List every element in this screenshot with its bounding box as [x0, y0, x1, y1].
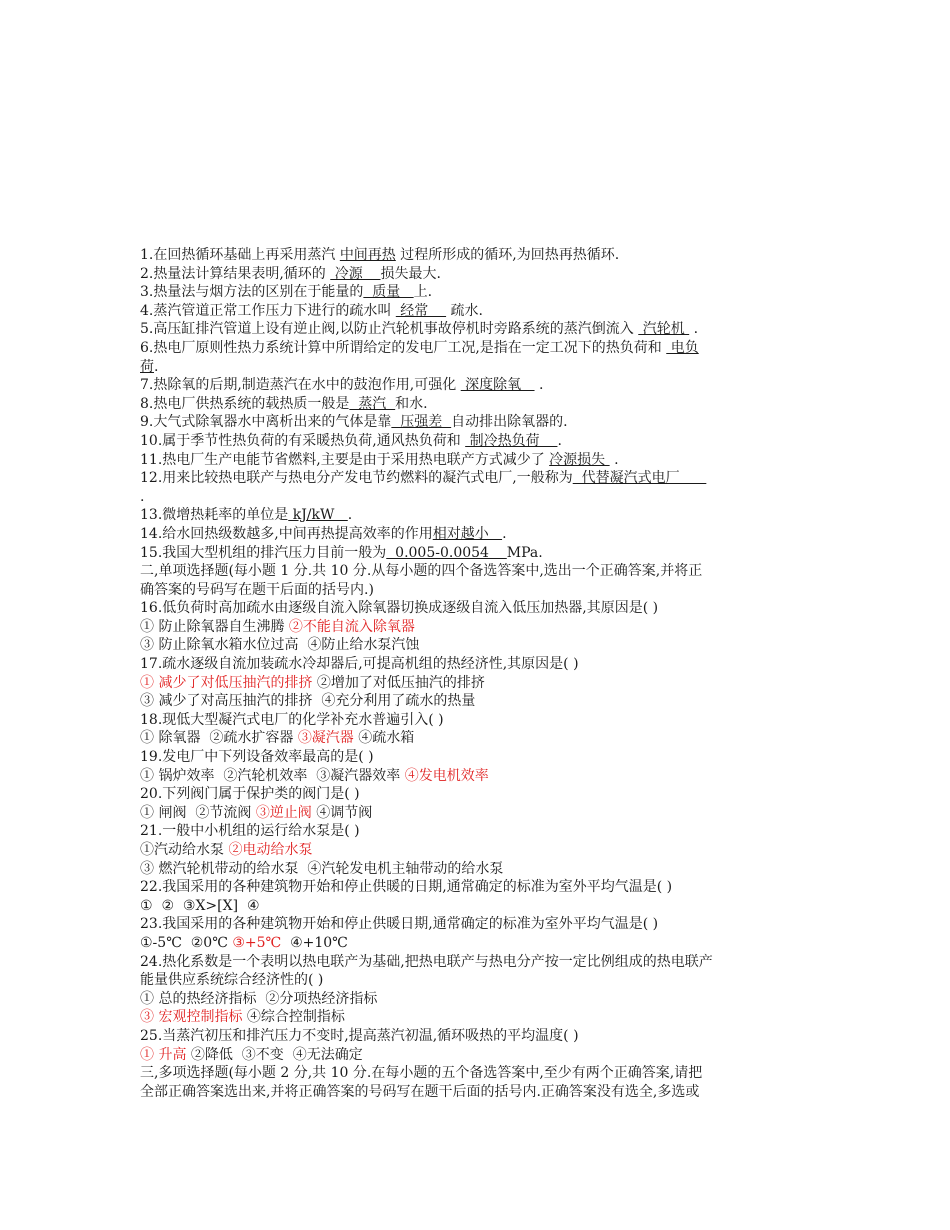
- question-text: .: [609, 451, 619, 468]
- answer-text: 深度除氧: [460, 377, 535, 394]
- question-text: 微增热耗率的单位是: [162, 507, 289, 524]
- question-text: 热电厂生产电能节省燃料,主要是由于采用热电联产方式减少了: [162, 451, 550, 468]
- fill-in-blank-section: [140, 246, 840, 562]
- question-text: 自动排出除氧器的.: [451, 414, 568, 431]
- mc-question: [140, 1027, 840, 1064]
- question-stem: 21.一般中小机组的运行给水泵是( ): [140, 823, 360, 840]
- option-text: ②降低 ③不变 ④无法确定: [186, 1046, 363, 1063]
- option-text: ③ 减少了对高压抽汽的排挤 ④充分利用了疏水的热量: [140, 693, 476, 710]
- answer-text: 冷源: [330, 265, 381, 282]
- question-text: 大气式除氧器水中离析出来的气体是靠: [153, 414, 392, 431]
- question-line: [140, 265, 840, 284]
- question-text: 我国大型机组的排汽压力目前一般为: [162, 544, 387, 561]
- mc-question: [140, 878, 840, 915]
- heading-line: 二,单项选择题(每小题 1 分.共 10 分.从每小题的四个备选答案中,选出一个正确答案,并将正: [140, 563, 703, 580]
- question-line: [140, 339, 840, 358]
- question-text: 过程所形成的循环,为回热再热循环.: [395, 247, 620, 263]
- options-row: [140, 897, 840, 916]
- question-text: 疏水.: [446, 302, 483, 319]
- question-text: 热量法计算结果表明,循环的: [153, 265, 331, 282]
- question-number: 12.: [140, 470, 163, 487]
- question-text: .: [557, 432, 562, 449]
- options-row: [140, 841, 840, 860]
- question-stem: 24.热化系数是一个表明以热电联产为基础,把热电联产与热电分产按一定比例组成的热电联产: [140, 953, 713, 970]
- mc-question: [140, 785, 840, 822]
- question-stem: 17.疏水逐级自流加装疏水冷却器后,可提高机组的热经济性,其原因是( ): [140, 656, 579, 673]
- document-body: [140, 246, 840, 1101]
- answer-text: 0.005-0.0054: [386, 544, 507, 561]
- question-text: .: [154, 358, 159, 375]
- question-text: 给水回热级数越多,中间再热提高效率的作用: [162, 525, 433, 542]
- question-stem: 19.发电厂中下列设备效率最高的是( ): [140, 749, 374, 766]
- option-text: ① ② ③X>[X] ④: [140, 897, 260, 914]
- question-line: [140, 413, 840, 432]
- multiple-choice-section: [140, 599, 840, 1064]
- option-text: ① 锅炉效率 ②汽轮机效率 ③凝汽器效率: [140, 767, 405, 784]
- option-text: ④调节阀: [311, 804, 373, 821]
- mc-question: [140, 748, 840, 785]
- answer-text: 制冷热负荷: [465, 432, 558, 449]
- answer-text: 相对越小: [432, 525, 503, 542]
- option-text: ②增加了对低压抽汽的排挤: [312, 674, 485, 691]
- option-text: ① 除氧器 ②疏水扩容器: [140, 730, 298, 747]
- options-row: [140, 692, 840, 711]
- mc-question: [140, 655, 840, 711]
- question-stem: 22.我国采用的各种建筑物开始和停止供暖的日期,通常确定的标准为室外平均气温是( ): [140, 879, 673, 896]
- question-line: [140, 451, 840, 470]
- correct-option: ③凝汽器: [297, 730, 354, 747]
- question-text: 在回热循环基础上再采用蒸汽: [153, 247, 340, 263]
- option-text: ① 闸阀 ②节流阀: [140, 804, 256, 821]
- correct-option: ① 升高: [140, 1046, 187, 1063]
- mc-question: [140, 915, 840, 952]
- question-text: 高压缸排汽管道上设有逆止阀,以防止汽轮机事故停机时旁路系统的蒸汽倒流入: [153, 321, 639, 338]
- question-text: .: [689, 321, 699, 338]
- options-row: [140, 1046, 840, 1065]
- section-2-heading: [140, 562, 840, 599]
- answer-text: 荷: [140, 358, 154, 375]
- answer-text: 电负: [666, 339, 699, 356]
- question-line: [140, 246, 840, 265]
- question-number: 4.: [140, 302, 154, 319]
- question-number: 13.: [140, 507, 163, 524]
- option-text: ④疏水箱: [353, 730, 415, 747]
- option-text: ③ 防止除氧水箱水位过高 ④防止给水泵汽蚀: [140, 637, 420, 654]
- answer-text: 汽轮机: [638, 321, 690, 338]
- question-number: 14.: [140, 525, 163, 542]
- options-row: [140, 1008, 840, 1027]
- question-text: .: [502, 525, 507, 542]
- heading-line: 三,多项选择题(每小题 2 分,共 10 分.在每小题的五个备选答案中,至少有两个正确答案,请把: [140, 1065, 703, 1082]
- question-line: [140, 302, 840, 321]
- answer-text: 冷源损失: [549, 451, 610, 468]
- question-number: 6.: [140, 339, 154, 356]
- options-row: [140, 990, 840, 1009]
- question-number: 8.: [140, 395, 154, 412]
- question-number: 7.: [140, 377, 154, 394]
- correct-option: ④发电机效率: [404, 767, 489, 784]
- options-row: [140, 934, 840, 953]
- option-text: ④综合控制指标: [242, 1009, 345, 1026]
- mc-question: [140, 953, 840, 1027]
- question-text: .: [347, 507, 353, 524]
- question-number: 10.: [140, 432, 163, 449]
- options-row: [140, 804, 840, 823]
- question-line: [140, 544, 840, 563]
- question-number: 3.: [140, 284, 154, 301]
- answer-text: 中间再热: [339, 247, 396, 263]
- question-number: 2.: [140, 265, 154, 282]
- question-text: 上.: [413, 284, 433, 301]
- question-line: [140, 283, 840, 302]
- question-line: [140, 506, 840, 525]
- question-stem: 18.现低大型凝汽式电厂的化学补充水普遍引入( ): [140, 711, 444, 728]
- question-number: 11.: [140, 451, 163, 468]
- question-line: [140, 358, 840, 377]
- option-text: ①-5℃ ②0℃: [140, 934, 233, 951]
- question-line: [140, 395, 840, 414]
- question-number: 9.: [140, 414, 154, 431]
- answer-text: 压强差: [391, 414, 452, 431]
- option-text: ① 总的热经济指标 ②分项热经济指标: [140, 990, 378, 1007]
- options-row: [140, 860, 840, 879]
- options-row: [140, 636, 840, 655]
- mc-question: [140, 822, 840, 878]
- correct-option: ③+5℃: [232, 934, 282, 951]
- question-text: 和水.: [395, 395, 428, 412]
- correct-option: ③ 宏观控制指标: [140, 1009, 243, 1026]
- mc-question: [140, 599, 840, 655]
- question-line: [140, 320, 840, 339]
- option-text: ③ 燃汽轮机带动的给水泵 ④汽轮发电机主轴带动的给水泵: [140, 860, 504, 877]
- answer-text: 经常: [395, 302, 447, 319]
- correct-option: ②不能自流入除氧器: [288, 618, 415, 635]
- question-text: .: [140, 488, 145, 505]
- question-line: [140, 432, 840, 451]
- question-line: [140, 469, 840, 488]
- question-text: 热电厂原则性热力系统计算中所谓给定的发电厂工况,是指在一定工况下的热负荷和: [153, 339, 667, 356]
- answer-text: 蒸汽: [349, 395, 396, 412]
- heading-line: 全部正确答案选出来,并将正确答案的号码写在题干后面的括号内.正确答案没有选全,多选或: [140, 1083, 700, 1100]
- question-stem: 25.当蒸汽初压和排汽压力不变时,提高蒸汽初温,循环吸热的平均温度( ): [140, 1027, 579, 1044]
- question-stem: 能量供应系统综合经济性的( ): [140, 972, 324, 989]
- options-row: [140, 618, 840, 637]
- question-number: 5.: [140, 321, 154, 338]
- option-text: ① 防止除氧器自生沸腾: [140, 618, 289, 635]
- question-text: 热量法与烟方法的区别在于能量的: [153, 284, 364, 301]
- answer-text: 质量: [363, 284, 414, 301]
- correct-option: ① 减少了对低压抽汽的排挤: [140, 674, 313, 691]
- question-line: [140, 525, 840, 544]
- question-line: [140, 488, 840, 507]
- question-stem: 23.我国采用的各种建筑物开始和停止供暖日期,通常确定的标准为室外平均气温是( ): [140, 916, 659, 933]
- mc-question: [140, 711, 840, 748]
- heading-line: 确答案的号码写在题干后面的括号内.): [140, 581, 374, 598]
- correct-option: ③逆止阀: [255, 804, 312, 821]
- question-stem: 16.低负荷时高加疏水由逐级自流入除氧器切换成逐级自流入低压加热器,其原因是( ): [140, 600, 659, 617]
- question-text: 损失最大.: [380, 265, 441, 282]
- question-text: 蒸汽管道正常工作压力下进行的疏水叫: [153, 302, 396, 319]
- question-stem: 20.下列阀门属于保护类的阀门是( ): [140, 786, 360, 803]
- answer-text: kJ/kW: [288, 507, 348, 524]
- question-number: 15.: [140, 544, 163, 561]
- question-line: [140, 376, 840, 395]
- question-text: 属于季节性热负荷的有采暖热负荷,通风热负荷和: [162, 432, 466, 449]
- section-3-heading: [140, 1064, 840, 1101]
- question-text: MPa.: [506, 544, 543, 561]
- question-number: 1.: [140, 247, 154, 263]
- options-row: [140, 729, 840, 748]
- options-row: [140, 674, 840, 693]
- question-text: 热除氧的后期,制造蒸汽在水中的鼓泡作用,可强化: [153, 377, 461, 394]
- correct-option: ②电动给水泵: [228, 842, 313, 858]
- option-text: ④+10℃: [281, 934, 348, 951]
- answer-text: 代替凝汽式电厂: [572, 470, 707, 487]
- question-text: 热电厂供热系统的载热质一般是: [153, 395, 350, 412]
- question-text: .: [534, 377, 544, 394]
- question-text: 用来比较热电联产与热电分产发电节约燃料的凝汽式电厂,一般称为: [162, 470, 573, 487]
- option-text: ①汽动给水泵: [140, 842, 229, 858]
- options-row: [140, 767, 840, 786]
